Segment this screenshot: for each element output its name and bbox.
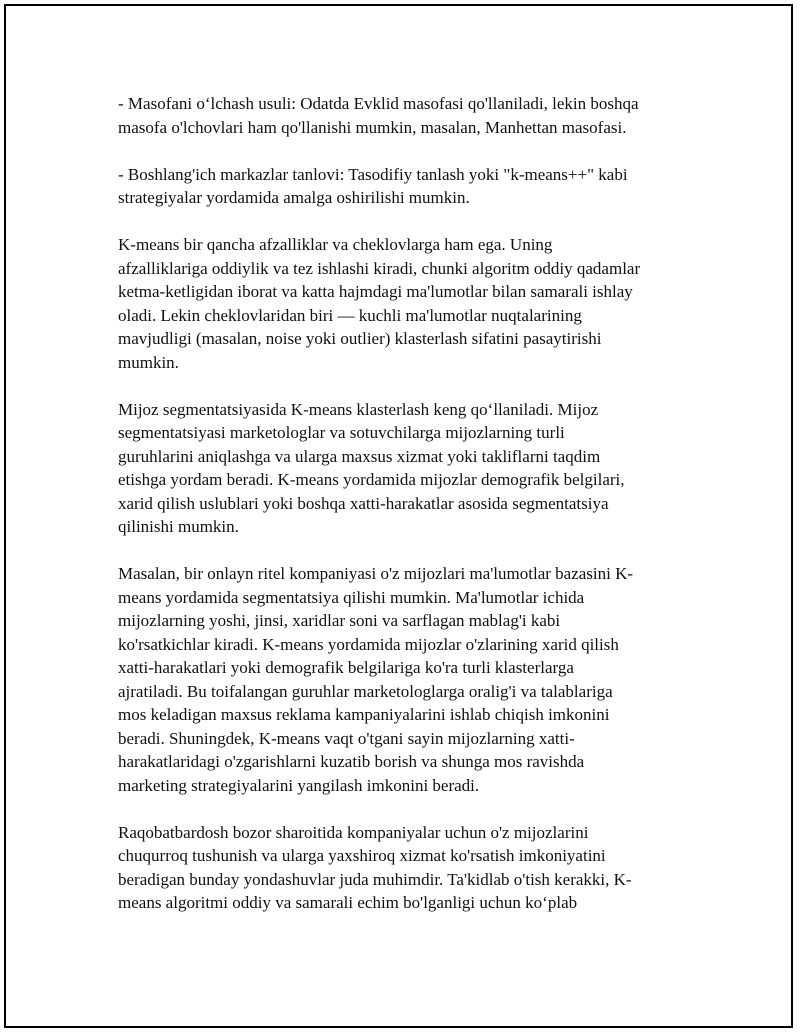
text-line: xarid qilish uslublari yoki boshqa xatti-harakatlar asosida segmentatsiya bbox=[118, 493, 609, 513]
text-line: ko'rsatkichlar kiradi. K-means yordamida mijozlar o'zlarining xarid qilish bbox=[118, 634, 619, 654]
text-line: mumkin. bbox=[118, 352, 179, 372]
text-line: Masalan, bir onlayn ritel kompaniyasi o'z mijozlari ma'lumotlar bazasini K- bbox=[118, 564, 634, 583]
text-line: Raqobatbardosh bozor sharoitida kompaniyalar uchun o'z mijozlarini bbox=[118, 822, 589, 842]
text-line: mijozlarning yoshi, jinsi, xaridlar soni va sarflagan mablag'i kabi bbox=[118, 611, 561, 630]
text-line: marketing strategiyalarini yangilash imkonini beradi. bbox=[118, 775, 480, 795]
paragraph-initial-centers bbox=[118, 163, 683, 210]
text-line: etishga yordam beradi. K-means yordamida mijozlar demografik belgilari, bbox=[118, 470, 625, 489]
text-line: strategiyalar yordamida amalga oshirilishi mumkin. bbox=[118, 188, 470, 207]
paragraph-competitive-market bbox=[118, 821, 683, 915]
text-line: mavjudligi (masalan, noise yoki outlier) klasterlash sifatini pasaytirishi bbox=[118, 329, 602, 348]
text-line: chuqurroq tushunish va ularga yaxshiroq xizmat ko'rsatish imkoniyatini bbox=[118, 846, 606, 865]
paragraph-retail-example bbox=[118, 562, 683, 797]
paragraph-distance-metric bbox=[118, 92, 683, 139]
text-line: xatti-harakatlari yoki demografik belgilariga ko'ra turli klasterlarga bbox=[118, 658, 574, 677]
text-line: ketma-ketligidan iborat va katta hajmdagi ma'lumotlar bilan samarali ishlay bbox=[118, 282, 633, 301]
text-line: - Masofani o‘lchash usuli: Odatda Evklid masofasi qo'llaniladi, lekin boshqa bbox=[118, 94, 639, 113]
text-line: masofa o'lchovlari ham qo'llanishi mumkin, masalan, Manhettan masofasi. bbox=[118, 117, 627, 137]
document-body bbox=[118, 92, 683, 938]
paragraph-customer-segmentation bbox=[118, 398, 683, 539]
text-line: Mijoz segmentatsiyasida K-means klasterlash keng qo‘llaniladi. Mijoz bbox=[118, 399, 599, 419]
text-line: means algoritmi oddiy va samarali echim bo'lganligi uchun ko‘plab bbox=[118, 893, 578, 912]
text-line: oladi. Lekin cheklovlaridan biri — kuchli ma'lumotlar nuqtalarining bbox=[118, 305, 582, 325]
text-line: harakatlaridagi o'zgarishlarni kuzatib borish va shunga mos ravishda bbox=[118, 752, 585, 771]
text-line: afzalliklariga oddiylik va tez ishlashi kiradi, chunki algoritm oddiy qadamlar bbox=[118, 258, 641, 278]
text-line: beradigan bunday yondashuvlar juda muhimdir. Ta'kidlab o'tish kerakki, K- bbox=[118, 869, 632, 889]
text-line: - Boshlang'ich markazlar tanlovi: Tasodifiy tanlash yoki "k-means++" kabi bbox=[118, 164, 628, 184]
text-line: mos keladigan maxsus reklama kampaniyalarini ishlab chiqish imkonini bbox=[118, 705, 610, 724]
paragraph-advantages-limitations bbox=[118, 233, 683, 374]
text-line: ajratiladi. Bu toifalangan guruhlar marketologlarga oralig'i va talablariga bbox=[118, 681, 613, 701]
text-line: K-means bir qancha afzalliklar va cheklovlarga ham ega. Uning bbox=[118, 235, 553, 254]
text-line: means yordamida segmentatsiya qilishi mumkin. Ma'lumotlar ichida bbox=[118, 587, 585, 607]
text-line: guruhlarini aniqlashga va ularga maxsus xizmat yoki takliflarni taqdim bbox=[118, 446, 601, 466]
text-line: qilinishi mumkin. bbox=[118, 517, 239, 536]
text-line: segmentatsiyasi marketologlar va sotuvchilarga mijozlarning turli bbox=[118, 423, 565, 442]
text-line: beradi. Shuningdek, K-means vaqt o'tgani sayin mijozlarning xatti- bbox=[118, 728, 575, 748]
